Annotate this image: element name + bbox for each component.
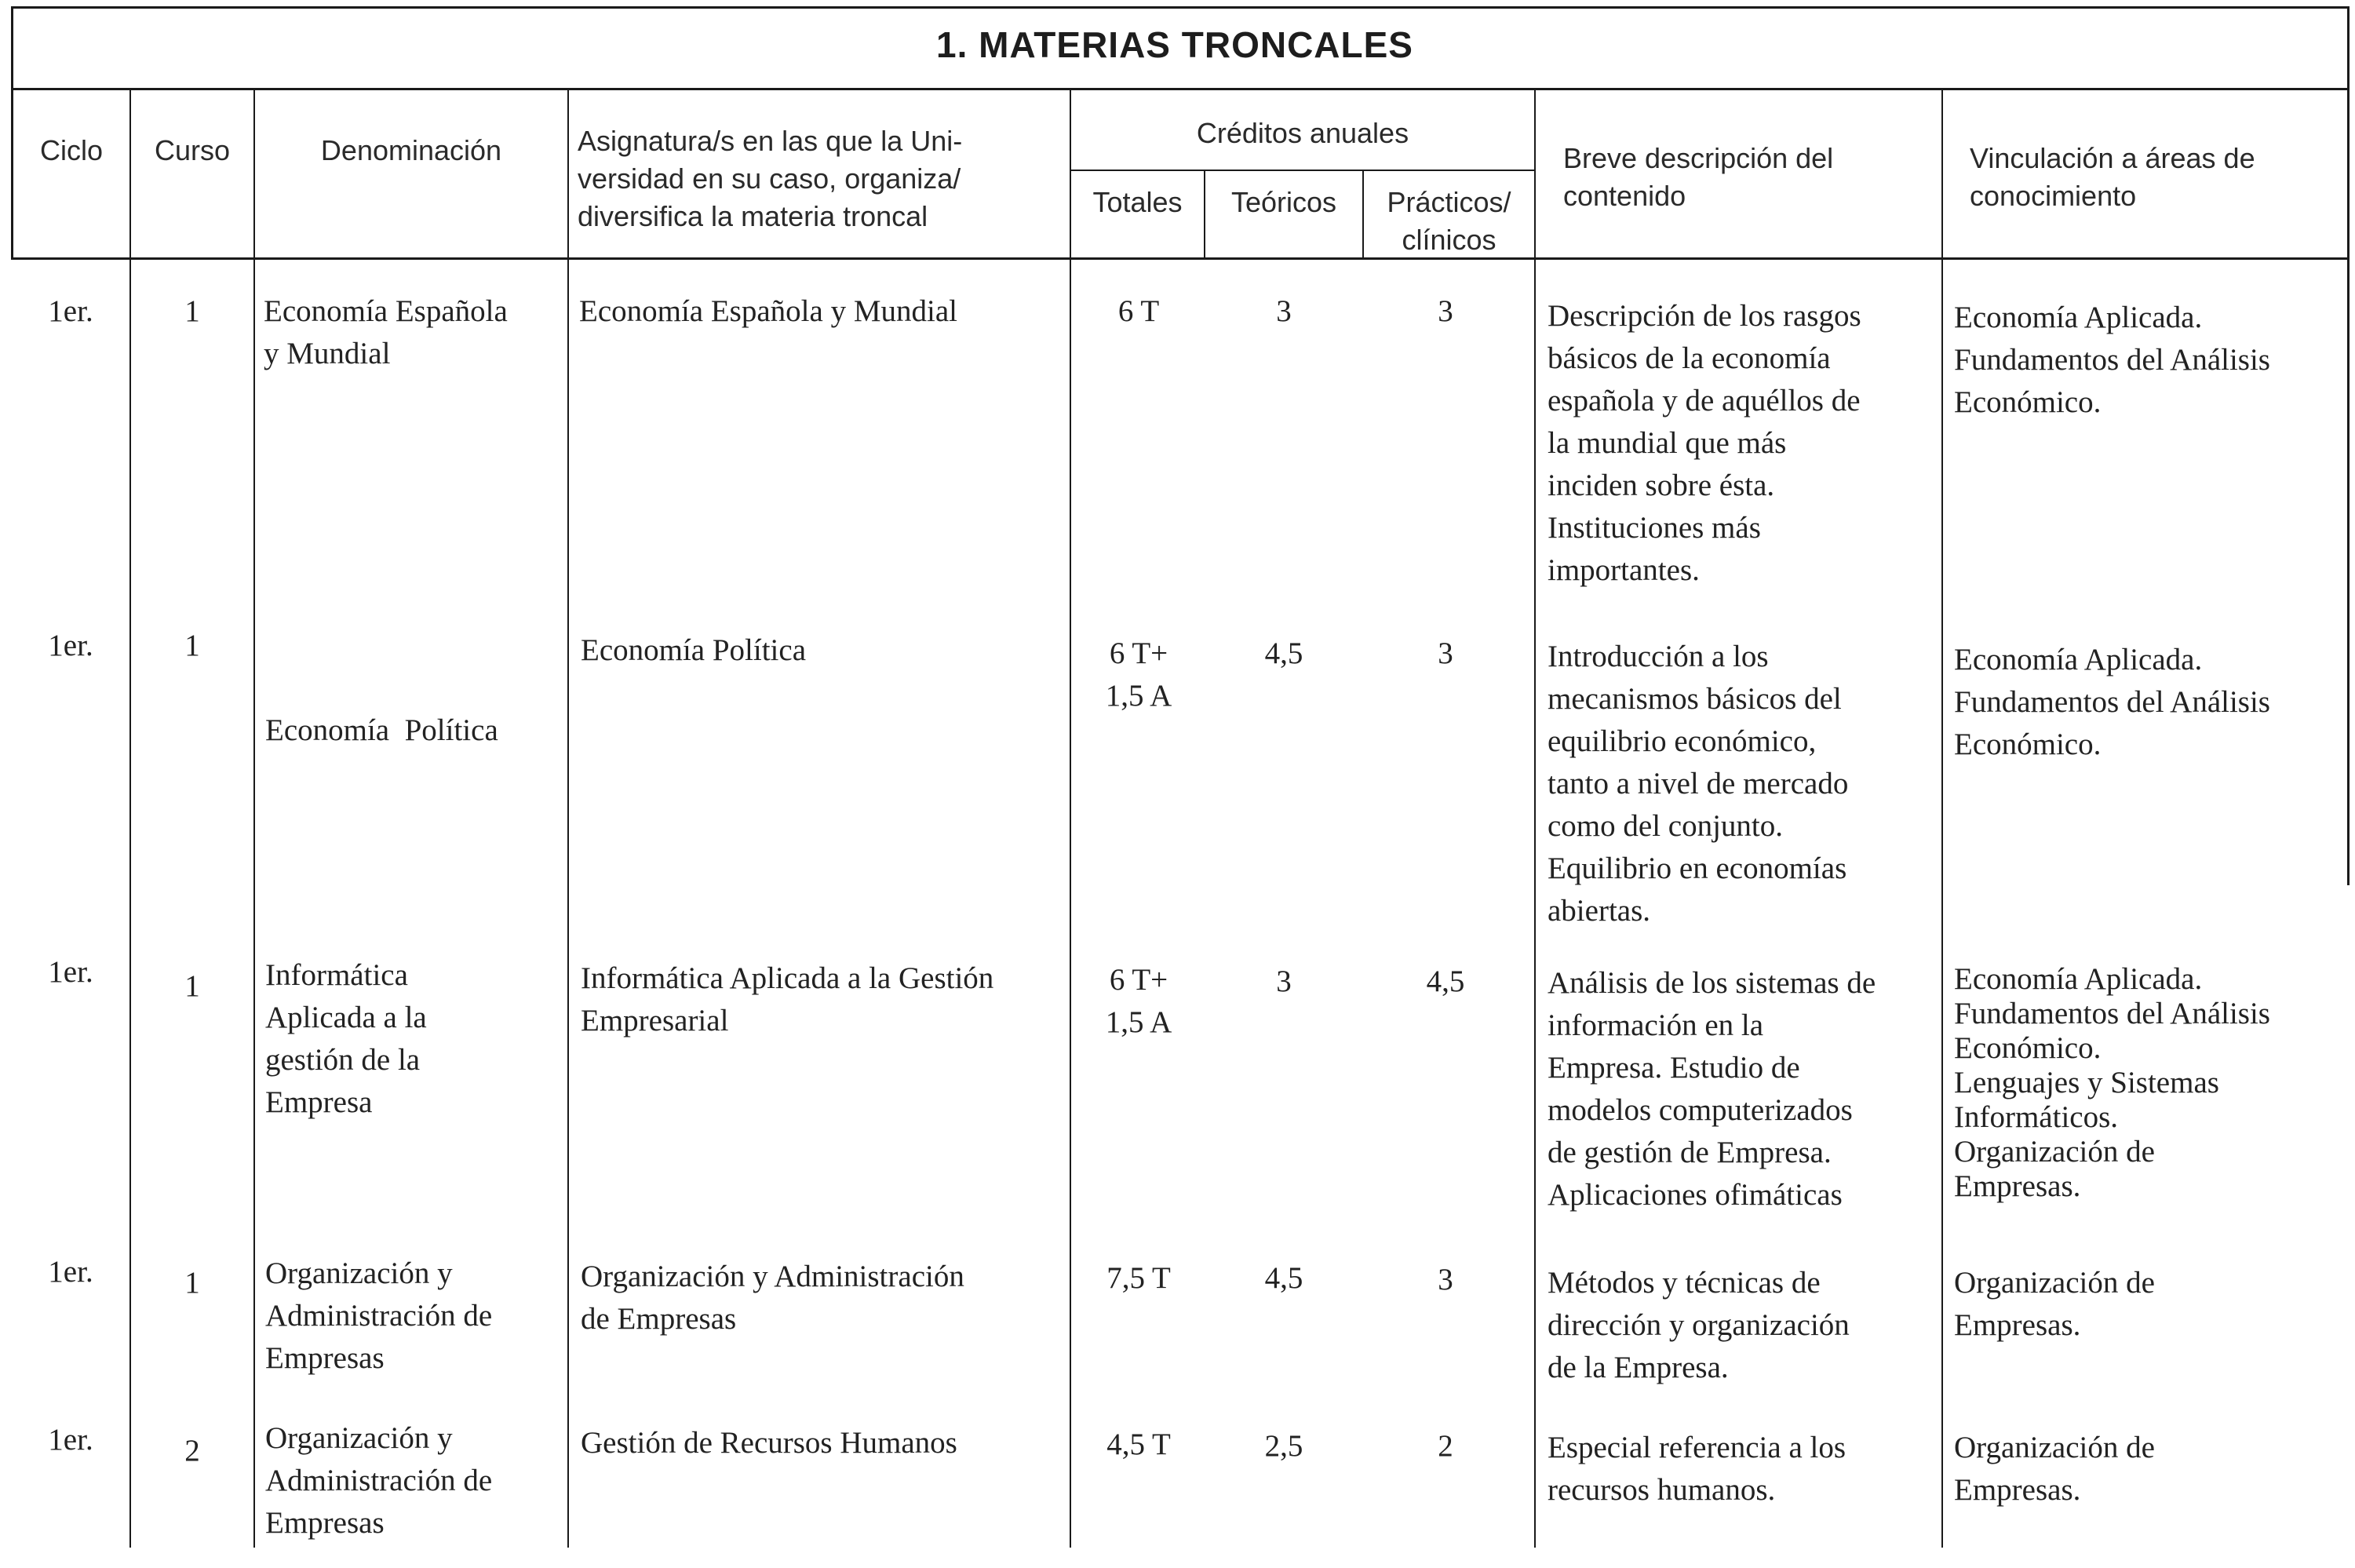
header-vinculacion xyxy=(1970,140,2339,215)
totales-line: 1,5 A xyxy=(1105,679,1172,713)
cell-vinculacion xyxy=(1954,1427,2155,1511)
cell-curso: 2 xyxy=(184,1434,200,1468)
header-vinculacion-line: conocimiento xyxy=(1970,180,2137,212)
cell-descripcion xyxy=(1548,962,1876,1216)
asignatura-line: Organización y Administración xyxy=(581,1260,964,1293)
col-divider-ciclo xyxy=(129,88,131,1548)
cell-descripcion xyxy=(1548,1427,1846,1511)
descripcion-line: Empresa. Estudio de xyxy=(1548,1051,1800,1085)
denominacion-line: Economía Española xyxy=(264,294,508,328)
cell-denominacion xyxy=(265,954,427,1124)
header-asignatura-line: Asignatura/s en las que la Uni- xyxy=(578,125,963,157)
cell-denominacion xyxy=(265,1417,492,1544)
denominacion-line: Administración de xyxy=(265,1299,493,1333)
descripcion-line: Especial referencia a los xyxy=(1548,1431,1846,1464)
cell-teoricos: 4,5 xyxy=(1264,1261,1303,1295)
cell-asignatura xyxy=(581,1256,964,1340)
cell-teoricos: 3 xyxy=(1276,294,1292,328)
asignatura-line: Informática Aplicada a la Gestión xyxy=(581,961,994,995)
descripcion-line: Equilibrio en economías xyxy=(1548,851,1847,885)
cell-totales xyxy=(1074,1257,1204,1300)
header-descripcion xyxy=(1563,140,1932,215)
col-divider-denominacion xyxy=(567,88,569,1548)
cell-ciclo: 1er. xyxy=(48,955,93,989)
descripcion-line: equilibrio económico, xyxy=(1548,724,1817,758)
descripcion-line: Análisis de los sistemas de xyxy=(1548,966,1876,1000)
descripcion-line: como del conjunto. xyxy=(1548,809,1784,843)
descripcion-line: básicos de la economía xyxy=(1548,341,1831,375)
denominacion-line: Aplicada a la xyxy=(265,1001,427,1034)
vinculacion-line: Fundamentos del Análisis xyxy=(1954,997,2270,1030)
cell-practicos: 2 xyxy=(1438,1429,1453,1463)
header-curso: Curso xyxy=(154,134,231,166)
cell-descripcion xyxy=(1548,295,1861,592)
header-totales: Totales xyxy=(1092,186,1183,218)
descripcion-line: inciden sobre ésta. xyxy=(1548,469,1775,502)
descripcion-line: Métodos y técnicas de xyxy=(1548,1266,1821,1300)
vinculacion-line: Organización de xyxy=(1954,1266,2155,1300)
vinculacion-line: Económico. xyxy=(1954,385,2102,419)
table-top-border xyxy=(11,6,2350,9)
header-asignatura xyxy=(578,122,1064,235)
descripcion-line: modelos computerizados xyxy=(1548,1093,1853,1127)
cell-vinculacion xyxy=(1954,297,2270,424)
cell-curso: 1 xyxy=(184,969,200,1003)
cell-curso: 1 xyxy=(184,1266,200,1300)
cell-vinculacion xyxy=(1954,1262,2155,1347)
vinculacion-line: Economía Aplicada. xyxy=(1954,643,2203,676)
cell-ciclo: 1er. xyxy=(48,1255,93,1289)
cell-teoricos: 2,5 xyxy=(1264,1429,1303,1463)
denominacion-line: Administración de xyxy=(265,1464,493,1497)
vinculacion-line: Fundamentos del Análisis xyxy=(1954,343,2270,377)
totales-line: 6 T xyxy=(1117,294,1160,328)
header-practicos xyxy=(1364,184,1534,259)
denominacion-line: Economía Política xyxy=(265,713,498,747)
cell-vinculacion xyxy=(1954,639,2270,766)
totales-line: 7,5 T xyxy=(1106,1261,1171,1295)
denominacion-line: y Mundial xyxy=(264,337,391,370)
vinculacion-line: Fundamentos del Análisis xyxy=(1954,685,2270,719)
header-asignatura-line: diversifica la materia troncal xyxy=(578,200,928,232)
cell-asignatura xyxy=(581,957,993,1042)
header-ciclo: Ciclo xyxy=(39,134,103,166)
header-teoricos: Teóricos xyxy=(1230,186,1337,218)
vinculacion-line: Económico. xyxy=(1954,727,2102,761)
header-practicos-line: Prácticos/ xyxy=(1387,186,1511,218)
denominacion-line: Empresas xyxy=(265,1506,385,1540)
header-descripcion-line: Breve descripción del xyxy=(1563,142,1834,174)
vinculacion-line: Informáticos. xyxy=(1954,1100,2119,1134)
cell-descripcion xyxy=(1548,636,1848,932)
cell-totales xyxy=(1074,1424,1204,1466)
totales-line: 1,5 A xyxy=(1105,1005,1172,1039)
descripcion-line: española y de aquéllos de xyxy=(1548,384,1861,418)
cell-denominacion xyxy=(264,290,508,375)
vinculacion-line: Económico. xyxy=(1954,1031,2102,1065)
table-title: 1. MATERIAS TRONCALES xyxy=(936,24,1413,65)
cell-denominacion xyxy=(265,1253,492,1380)
cell-totales xyxy=(1074,290,1204,333)
cell-descripcion xyxy=(1548,1262,1850,1389)
header-bottom-border xyxy=(11,257,2350,260)
denominacion-line: Organización y xyxy=(265,1256,453,1290)
cell-vinculacion xyxy=(1954,962,2270,1204)
descripcion-line: Instituciones más xyxy=(1548,511,1761,545)
vinculacion-line: Empresas. xyxy=(1954,1308,2081,1342)
asignatura-line: de Empresas xyxy=(581,1302,737,1336)
cell-teoricos: 3 xyxy=(1276,965,1292,998)
table-right-border xyxy=(2347,6,2350,885)
descripcion-line: importantes. xyxy=(1548,553,1700,587)
denominacion-line: Empresa xyxy=(265,1085,373,1119)
cell-curso: 1 xyxy=(184,294,200,328)
cell-practicos: 3 xyxy=(1438,636,1453,670)
descripcion-line: dirección y organización xyxy=(1548,1308,1850,1342)
descripcion-line: tanto a nivel de mercado xyxy=(1548,767,1849,800)
descripcion-line: de gestión de Empresa. xyxy=(1548,1136,1832,1169)
cell-ciclo: 1er. xyxy=(48,629,93,662)
vinculacion-line: Economía Aplicada. xyxy=(1954,301,2203,334)
asignatura-line: Gestión de Recursos Humanos xyxy=(581,1426,957,1460)
totales-line: 6 T+ xyxy=(1109,636,1168,670)
col-divider-creditos xyxy=(1534,88,1536,1548)
descripcion-line: Aplicaciones ofimáticas xyxy=(1548,1178,1843,1212)
vinculacion-line: Economía Aplicada. xyxy=(1954,962,2203,996)
cell-practicos: 4,5 xyxy=(1426,965,1465,998)
cell-denominacion xyxy=(265,625,498,837)
header-vinculacion-line: Vinculación a áreas de xyxy=(1970,142,2255,174)
vinculacion-line: Organización de xyxy=(1954,1135,2155,1169)
denominacion-line: Organización y xyxy=(265,1421,453,1455)
descripcion-line: información en la xyxy=(1548,1008,1764,1042)
vinculacion-line: Empresas. xyxy=(1954,1473,2081,1507)
cell-practicos: 3 xyxy=(1438,1263,1453,1296)
totales-line: 6 T+ xyxy=(1109,963,1168,997)
header-denominacion: Denominación xyxy=(320,134,502,166)
title-bottom-border xyxy=(11,88,2350,90)
vinculacion-line: Lenguajes y Sistemas xyxy=(1954,1066,2219,1099)
asignatura-line: Empresarial xyxy=(581,1004,729,1037)
cell-ciclo: 1er. xyxy=(48,294,93,328)
descripcion-line: de la Empresa. xyxy=(1548,1351,1729,1384)
denominacion-line: Empresas xyxy=(265,1341,385,1375)
col-divider-curso xyxy=(253,88,255,1548)
header-creditos-anuales: Créditos anuales xyxy=(1196,117,1409,149)
descripcion-line: mecanismos básicos del xyxy=(1548,682,1842,716)
cell-totales xyxy=(1074,959,1204,1044)
descripcion-line: Introducción a los xyxy=(1548,640,1769,673)
cell-teoricos: 4,5 xyxy=(1264,636,1303,670)
col-divider-asignatura xyxy=(1070,88,1071,1548)
descripcion-line: Descripción de los rasgos xyxy=(1548,299,1861,333)
denominacion-line: gestión de la xyxy=(265,1043,421,1077)
vinculacion-line: Organización de xyxy=(1954,1431,2155,1464)
cell-asignatura xyxy=(579,290,957,333)
cell-asignatura xyxy=(581,629,806,672)
denominacion-line: Informática xyxy=(265,958,408,992)
col-divider-descripcion xyxy=(1941,88,1943,1548)
asignatura-line: Economía Española y Mundial xyxy=(579,294,957,328)
descripcion-line: la mundial que más xyxy=(1548,426,1787,460)
descripcion-line: recursos humanos. xyxy=(1548,1473,1776,1507)
header-descripcion-line: contenido xyxy=(1563,180,1686,212)
cell-asignatura xyxy=(581,1422,957,1464)
cell-ciclo: 1er. xyxy=(48,1423,93,1457)
cell-practicos: 3 xyxy=(1438,294,1453,328)
header-practicos-line: clínicos xyxy=(1402,224,1496,256)
creditos-subheader-border xyxy=(1070,170,1535,171)
cell-totales xyxy=(1074,633,1204,717)
descripcion-line: abiertas. xyxy=(1548,894,1651,928)
vinculacion-line: Empresas. xyxy=(1954,1169,2081,1203)
cell-curso: 1 xyxy=(184,629,200,662)
header-asignatura-line: versidad en su caso, organiza/ xyxy=(578,162,961,195)
totales-line: 4,5 T xyxy=(1106,1428,1171,1461)
asignatura-line: Economía Política xyxy=(581,633,807,667)
